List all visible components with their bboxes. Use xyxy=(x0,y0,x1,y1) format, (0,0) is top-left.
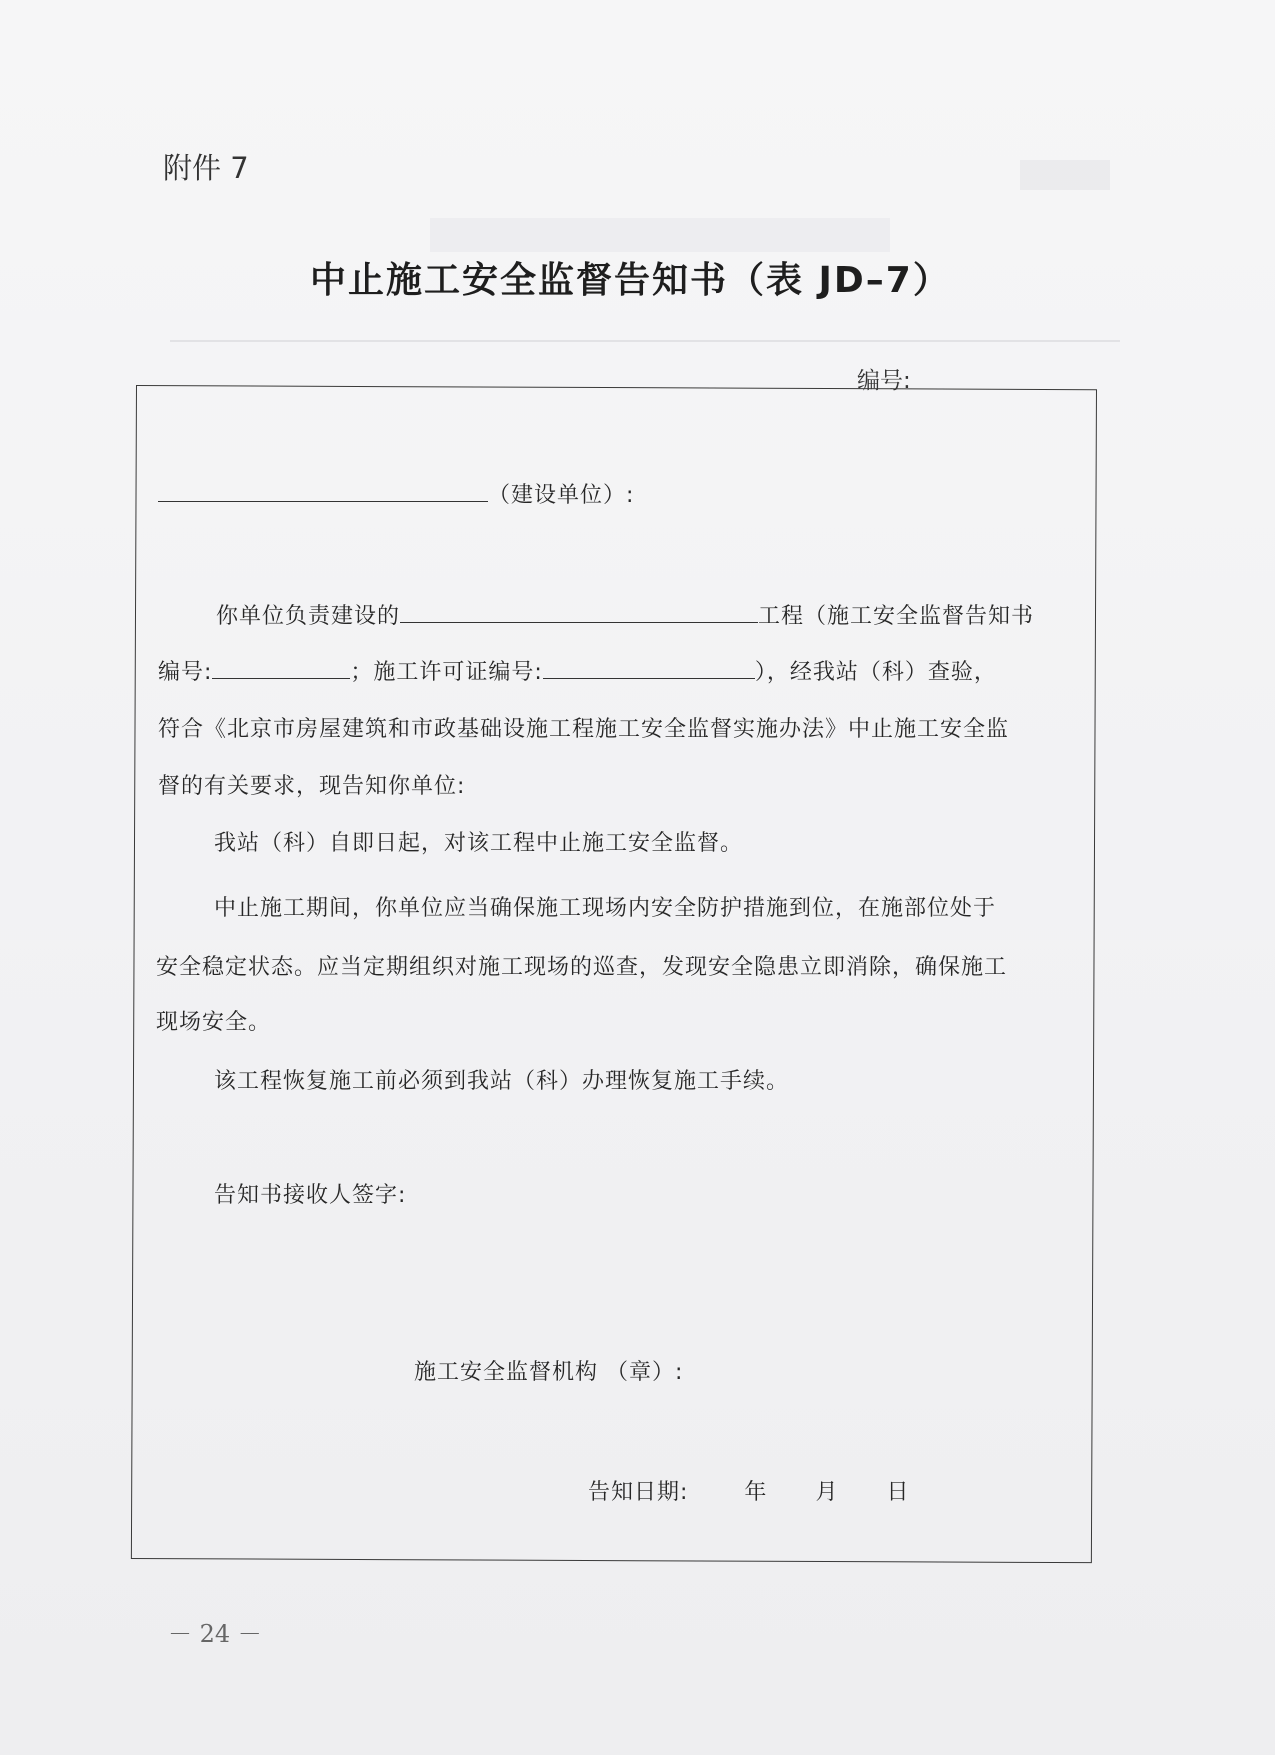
paragraph4: 该工程恢复施工前必须到我站（科）办理恢复施工手续。 xyxy=(214,1069,790,1094)
bleed-through-mark xyxy=(170,340,1120,342)
bleed-through-mark xyxy=(1020,160,1110,190)
paragraph2: 我站（科）自即日起，对该工程中止施工安全监督。 xyxy=(214,831,744,856)
paragraph1-line1 xyxy=(216,599,1034,630)
attachment-label: 附件 7 xyxy=(163,151,249,185)
addressee-blank[interactable] xyxy=(158,481,488,502)
paragraph1-line4: 督的有关要求，现告知你单位: xyxy=(158,774,466,799)
paragraph3-line1: 中止施工期间，你单位应当确保施工现场内安全防护措施到位，在施部位处于 xyxy=(214,896,997,921)
date-month: 月 xyxy=(815,1480,839,1505)
page-title: 中止施工安全监督告知书（表 JD–7） xyxy=(310,260,951,301)
permit-number-blank[interactable] xyxy=(543,658,755,679)
paragraph3-line3: 现场安全。 xyxy=(156,1010,272,1035)
date-day: 日 xyxy=(886,1480,910,1505)
paragraph1-text-a: 你单位负责建设的 xyxy=(216,604,401,629)
project-name-blank[interactable] xyxy=(400,602,758,623)
paragraph3-line2: 安全稳定状态。应当定期组织对施工现场的巡查，发现安全隐患立即消除，确保施工 xyxy=(156,955,1008,980)
page-number: － 24 － xyxy=(168,1620,262,1648)
notice-date-label: 告知日期: xyxy=(588,1480,689,1505)
addressee-line xyxy=(158,478,634,509)
receiver-signature-label: 告知书接收人签字: xyxy=(214,1183,407,1208)
paragraph1-line2 xyxy=(158,655,997,686)
date-year: 年 xyxy=(744,1480,768,1505)
permit-number-label: ；施工许可证编号: xyxy=(350,660,543,685)
serial-number-label: 编号: xyxy=(857,368,911,394)
bleed-through-mark xyxy=(430,218,890,252)
notice-number-blank[interactable] xyxy=(212,658,350,679)
paragraph1-line3: 符合《北京市房屋建筑和市政基础设施工程施工安全监督实施办法》中止施工安全监 xyxy=(158,717,1010,742)
notice-number-label: 编号: xyxy=(158,660,213,685)
paragraph1-text-b: 工程（施工安全监督告知书 xyxy=(758,604,1035,629)
notice-date-row xyxy=(588,1475,909,1506)
addressee-label: （建设单位）: xyxy=(488,483,635,508)
paragraph1-text-c: ），经我站（科）查验， xyxy=(754,660,997,685)
agency-seal-label: 施工安全监督机构 （章）: xyxy=(414,1360,684,1385)
